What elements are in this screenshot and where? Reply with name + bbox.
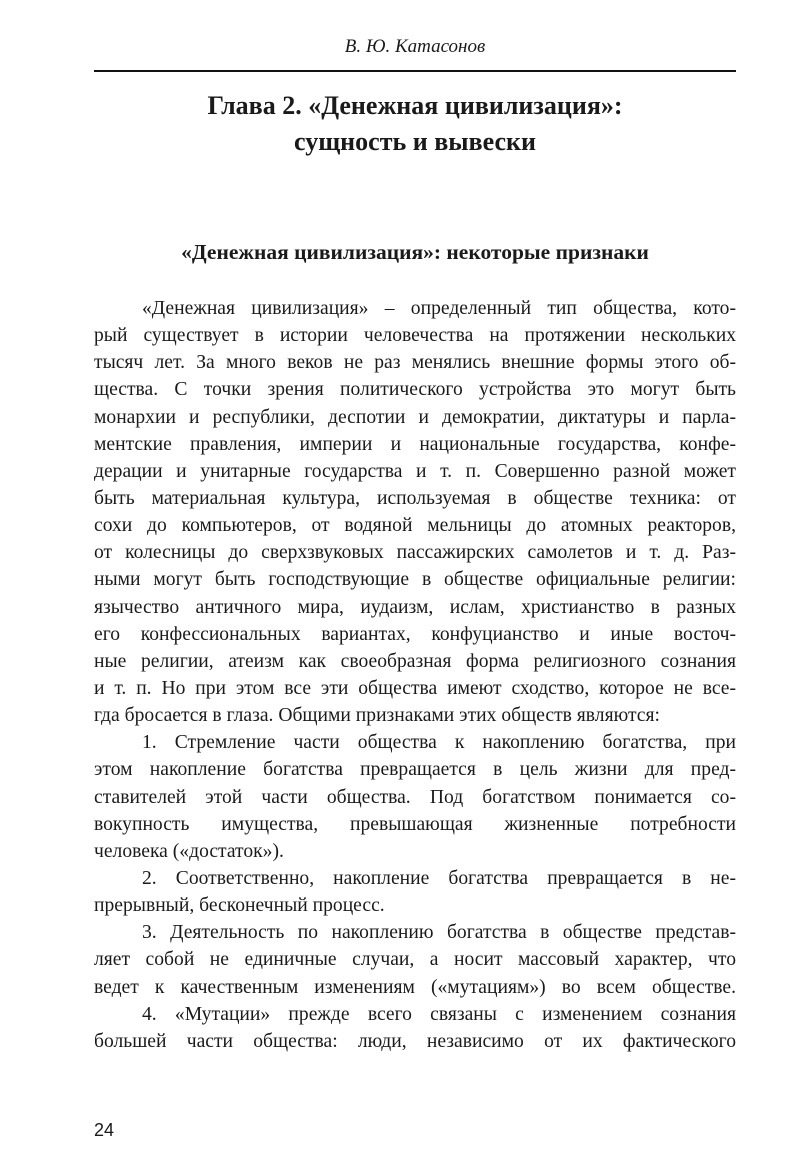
list-item-2: 2. Соответственно, накопление богатства превращается в не- [142,867,736,889]
list-item-1: 1. Стремление части общества к накоплению богатства, при [142,732,736,754]
text-line: гда бросается в глаза. Общими признаками этих обществ являются: [94,705,660,727]
page-number: 24 [94,1120,115,1140]
text-line: «Денежная цивилизация» – определенный тип общества, кото- [142,298,736,319]
chapter-title [94,88,736,160]
text-line: его конфессиональных вариантах, конфуцианство и иные восточ- [94,623,736,645]
text-line: быть материальная культура, используемая в обществе техника: от [94,487,736,509]
text-line: этом накопление богатства превращается в цель жизни для пред- [94,759,736,781]
text-line: человека («достаток»). [94,840,284,862]
text-line: большей части общества: люди, независимо от их фактического [94,1030,736,1052]
header-rule [94,70,736,72]
list-item-3: 3. Деятельность по накоплению богатства в обществе представ- [142,922,736,944]
text-line: прерывный, бесконечный процесс. [94,895,385,917]
text-line: щества. С точки зрения политического устройства это могут быть [94,379,736,401]
body-text [94,295,736,1055]
text-line: вокупность имущества, превышающая жизненные потребности [94,813,736,835]
text-line: язычество античного мира, иудаизм, ислам, христианство в разных [94,596,736,618]
text-line: ными могут быть господствующие в обществе официальные религии: [94,569,736,591]
text-line: тысяч лет. За много веков не раз менялись внешние формы этого об- [94,352,736,374]
text-line: от колесницы до сверхзвуковых пассажирских самолетов и т. д. Раз- [94,542,736,564]
text-line: монархии и республики, деспотии и демократии, диктатуры и парла- [94,406,736,428]
chapter-title-line-1: Глава 2. «Денежная цивилизация»: [207,91,623,120]
text-line: ные религии, атеизм как своеобразная форма религиозного сознания [94,650,736,672]
list-item-4: 4. «Мутации» прежде всего связаны с изменением сознания [142,1003,736,1025]
text-line: и т. п. Но при этом все эти общества имеют сходство, которое не все- [94,677,736,699]
text-line: ведет к качественным изменениям («мутациям») во всем обществе. [94,976,736,998]
text-line: дерации и унитарные государства и т. п. Совершенно разной может [94,460,736,482]
section-title: «Денежная цивилизация»: некоторые признаки [181,240,649,264]
text-line: ставителей этой части общества. Под богатством понимается со- [94,786,736,808]
text-line: ляет собой не единичные случаи, а носит массовый характер, что [94,949,736,971]
running-head-author: В. Ю. Катасонов [344,36,486,57]
text-line: рый существует в истории человечества на протяжении нескольких [94,325,736,347]
text-line: сохи до компьютеров, от водяной мельницы до атомных реакторов, [94,515,736,537]
chapter-title-line-2: сущность и вывески [294,127,536,156]
text-line: ментские правления, империи и национальные государства, конфе- [94,433,736,455]
